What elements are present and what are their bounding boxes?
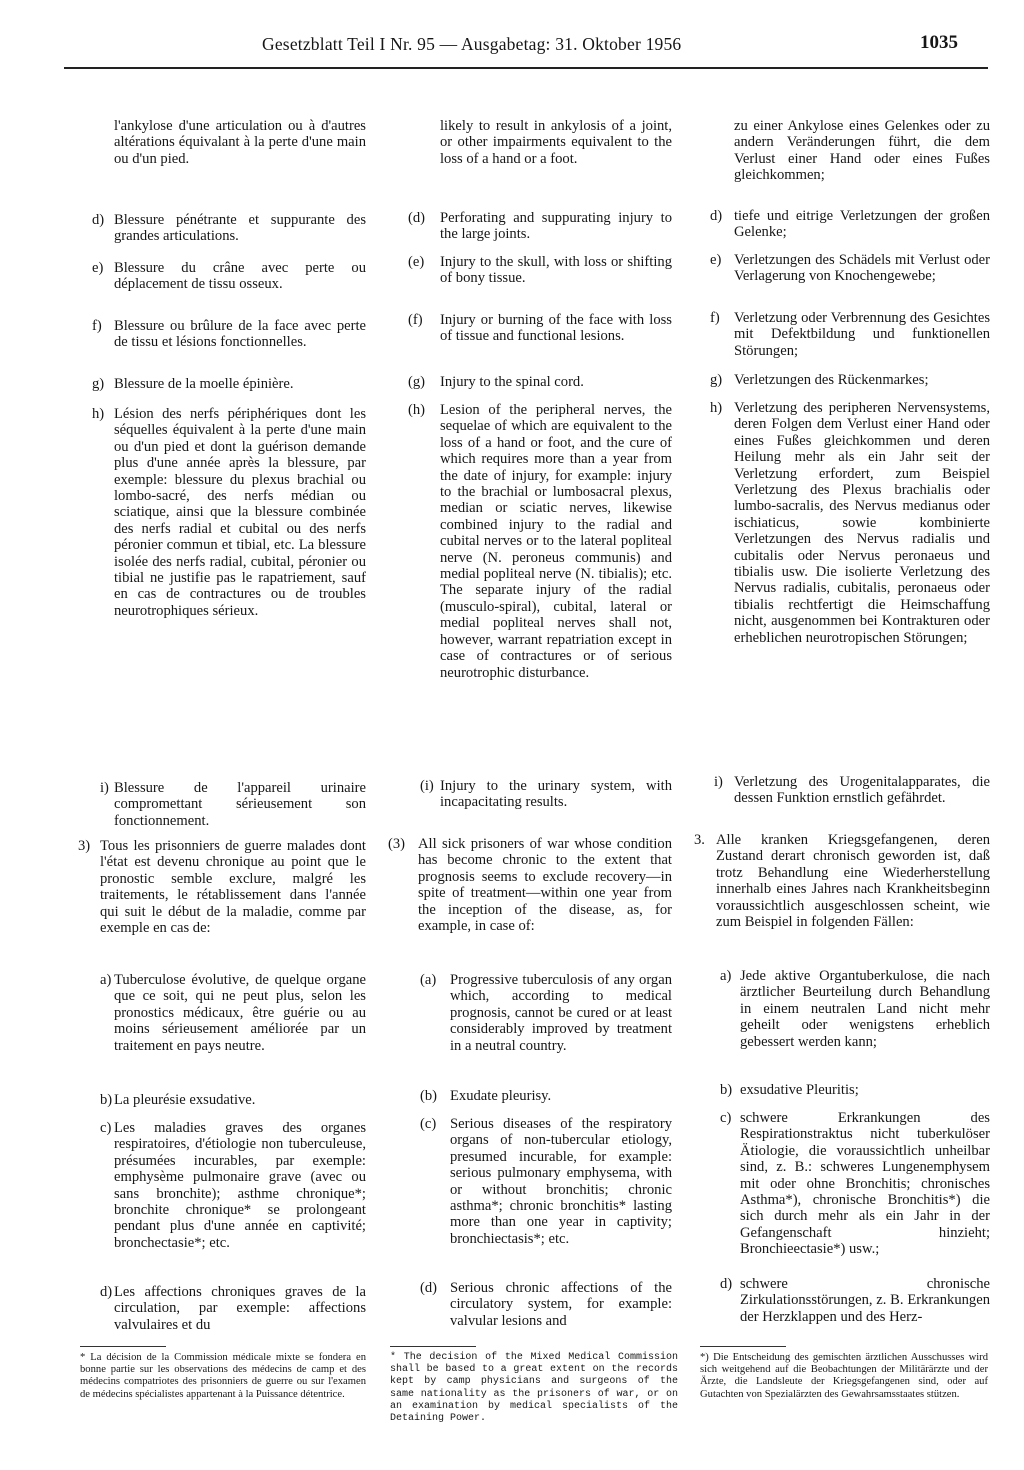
item-e: e) Blessure du crâne avec perte ou déplacement de tissu osseux. [92,260,366,293]
footnote-english: * The decision of the Mixed Medical Commission shall be based to a great extent on the records kept by camp physicians and surgeons of the same nationality as the prisoners of war, or on an examination by medical specialists of the Detaining Power. [390,1352,678,1425]
item-label: (d) [408,210,426,226]
item-label: d) [92,212,105,228]
item-label: a) [100,972,112,988]
item-f: (f) Injury or burning of the face with loss of tissue and functional lesions. [408,312,672,345]
section-3: (3) All sick prisoners of war whose condition has become chronic to the extent that prognosis seems to exclude recovery—in spite of treatment—within one year from the inception of the disease, as, for example, in case of: [388,836,672,935]
item-d-circulation: d) schwere chronische Zirkulationsstörungen, z. B. Erkrankungen der Herzklappen und des Herz- [720,1276,990,1325]
footnote-german: *) Die Entscheidung des gemischten ärztlichen Ausschusses wird sich weitgehend auf die Beobachtungen der Militärärzte und der Ärzte, die Landsleute der Kriegsgefangenen sind, oder auf Gutachten von Spezialärzten des Gewahrsamsstaates stützen. [700,1352,988,1400]
item-label: (g) [408,374,426,390]
footnote-rule [700,1346,786,1347]
item-label: i) [100,780,109,796]
item-a: a) Jede aktive Organtuberkulose, die nach ärztlicher Beurteilung durch Behandlung in einem neutralen Land nicht mehr geheilt oder wenigstens erheblich gebessert werden kann; [720,968,990,1050]
page-header [0,0,1024,70]
header-rule [64,67,988,69]
gazette-title: Gesetzblatt Teil I Nr. 95 — Ausgabetag: 31. Oktober 1956 [262,34,682,54]
item-c: c) schwere Erkrankungen des Respirationstraktus nicht tuberkulöser Ätiologie, die voraussichtlich unheilbar sind, z. B.: schweres Lungenemphysem mit oder ohne Bronchitis; chronisches Asthma*), chronische Bronchitis*) die sich durch mehr als ein Jahr in der Gefangenschaft hinzieht; Bronchieectasie*) usw.; [720,1110,990,1258]
item-h: h) Lésion des nerfs périphériques dont les séquelles équivalent à la perte d'une main ou d'un pied et dont la guérison demande plus d'une année après la blessure, par exemple: blessure du plexus brachial ou lombo-sacré, des nerfs médian ou sciatique, ainsi que la blessure combinée des nerfs radial et cubital ou des nerfs péronier commun et tibial, etc. La blessure isolée des nerfs radial, cubital, péronier ou tibial ne justifie pas le rapatriement, sauf en cas de contractures ou de troubles neurotrophiques sérieux. [92,406,366,619]
item-label: d) [100,1284,113,1300]
item-label: (e) [408,254,425,270]
item-d: d) tiefe und eitrige Verletzungen der großen Gelenke; [710,208,990,241]
intro-paragraph: zu einer Ankylose eines Gelenkes oder zu andern Veränderungen führt, die dem Verlust einer Hand oder eines Fußes gleichkommen; [734,118,990,184]
item-h: (h) Lesion of the peripheral nerves, the sequelae of which are equivalent to the loss of a hand or foot, and the cure of which requires more than a year from the date of injury, for example: injury to the brachial or lumbosacral plexus, median or sciatic nerves, likewise combined injury to the radial and cubital nerves or to the lateral popliteal nerve (N. peroneus communis) and medial popliteal nerve (N. tibialis); etc. The separate injury of the radial (musculo-spiral), cubital, lateral or medial popliteal nerves shall not, however, warrant repatriation except in case of contractures or of serious neurotrophic disturbance. [408,402,672,681]
item-label: i) [714,774,723,790]
item-label: d) [710,208,723,224]
item-label: b) [720,1082,733,1098]
item-label: (c) [420,1116,437,1132]
item-b: b) exsudative Pleuritis; [720,1082,859,1098]
footnote-rule [390,1346,476,1347]
item-g: g) Verletzungen des Rückenmarkes; [710,372,929,388]
item-label: (b) [420,1088,438,1104]
item-label: h) [92,406,105,422]
page-number: 1035 [920,32,958,53]
intro-paragraph: likely to result in ankylosis of a joint, or other impairments equivalent to the loss of a hand or a foot. [440,118,672,167]
item-d: d) Blessure pénétrante et suppurante des grandes articulations. [92,212,366,245]
item-i: (i) Injury to the urinary system, with incapacitating results. [420,778,672,811]
item-label: (f) [408,312,423,328]
item-b: b) La pleurésie exsudative. [100,1092,256,1108]
item-h: h) Verletzung des peripheren Nervensystems, deren Folgen dem Verlust einer Hand oder eines Fußes gleichkommen und deren Heilung mehr als ein Jahr seit der Verletzung erfordert, zum Beispiel Verletzung des Plexus brachialis oder lumbo-sacralis, des Nervus medianus oder ischiaticus, sowie kombinierte Verletzungen des Nervus radialis und cubitalis oder Nervus peronaeus und tibialis usw. Die isolierte Verletzung des Nervus radialis, cubitalis, peronaeus oder tibialis rechtfertigt die Heimschaffung nicht, ausgenommen bei Kontrakturen oder erheblichen neurotropischen Störungen; [710,400,990,646]
item-label: c) [100,1120,112,1136]
item-f: f) Blessure ou brûlure de la face avec perte de tissu et lésions fonctionnelles. [92,318,366,351]
item-label: f) [710,310,720,326]
item-b: (b) Exudate pleurisy. [420,1088,552,1104]
item-e: e) Verletzungen des Schädels mit Verlust oder Verlagerung von Knochengewebe; [710,252,990,285]
item-label: c) [720,1110,732,1126]
intro-paragraph: l'ankylose d'une articulation ou à d'autres altérations équivalant à la perte d'une main ou d'un pied. [114,118,366,167]
item-label: b) [100,1092,113,1108]
item-label: d) [720,1276,733,1292]
item-c: c) Les maladies graves des organes respiratoires, d'étiologie non tuberculeuse, présumées incurables, par exemple: emphysème pulmonaire grave (avec ou sans bronchite); asthme chronique*; bronchite chronique* se prolongeant pendant plus d'une année en captivité; bronchectasie*; etc. [100,1120,366,1251]
item-d-circulation: d) Les affections chroniques graves de la circulation, par exemple: affections valvulaires et du [100,1284,366,1333]
item-label: e) [92,260,104,276]
item-label: (i) [420,778,434,794]
item-e: (e) Injury to the skull, with loss or shifting of bony tissue. [408,254,672,287]
item-a: (a) Progressive tuberculosis of any organ which, according to medical prognosis, cannot be cured or at least considerably improved by treatment in a neutral country. [420,972,672,1054]
footnote-rule [80,1346,166,1347]
section-3: 3) Tous les prisonniers de guerre malades dont l'état est devenu chronique au point que le pronostic semble exclure, malgré les traitements, le rétablissement dans l'année qui suit le début de la maladie, comme par exemple en cas de: [78,838,366,937]
item-label: f) [92,318,102,334]
item-g: (g) Injury to the spinal cord. [408,374,584,390]
item-label: a) [720,968,732,984]
item-label: (a) [420,972,437,988]
section-3: 3. Alle kranken Kriegsgefangenen, deren Zustand derart chronisch geworden ist, daß trotz Behandlung eine Wiederherstellung innerhalb eines Jahres nach Krankheitsbeginn voraussichtlich ausgeschlossen scheint, wie zum Beispiel in folgenden Fällen: [694,832,990,931]
item-i: i) Verletzung des Urogenitalapparates, die dessen Funktion ernstlich gefährdet. [714,774,990,807]
item-i: i) Blessure de l'appareil urinaire compromettant sérieusement son fonctionnement. [100,780,366,829]
item-a: a) Tuberculose évolutive, de quelque organe que ce soit, qui ne peut plus, selon les pronostics médicaux, être guérie ou au moins sérieusement améliorée par un traitement en pays neutre. [100,972,366,1054]
item-label: g) [710,372,723,388]
item-g: g) Blessure de la moelle épinière. [92,376,294,392]
item-label: g) [92,376,105,392]
item-label: (d) [420,1280,438,1296]
item-label: (3) [388,836,406,852]
item-f: f) Verletzung oder Verbrennung des Gesichtes mit Defektbildung und funktionellen Störungen; [710,310,990,359]
item-label: (h) [408,402,426,418]
item-label: 3. [694,832,705,848]
footnote-french: * La décision de la Commission médicale mixte se fondera en bonne partie sur les observations des médecins de camp et des médecins compatriotes des prisonniers de guerre ou sur l'examen de médecins spécialistes appartenant à la Puissance détentrice. [80,1352,366,1400]
item-d: (d) Perforating and suppurating injury to the large joints. [408,210,672,243]
item-c: (c) Serious diseases of the respiratory organs of non-tubercular etiology, presumed incurable, for example: serious pulmonary emphysema, with or without bronchitis; chronic asthma*; chronic bronchitis* lasting more than one year in captivity; bronchiectasis*; etc. [420,1116,672,1247]
item-label: h) [710,400,723,416]
item-d-circulation: (d) Serious chronic affections of the circulatory system, for example: valvular lesions and [420,1280,672,1329]
item-label: e) [710,252,722,268]
item-label: 3) [78,838,91,854]
